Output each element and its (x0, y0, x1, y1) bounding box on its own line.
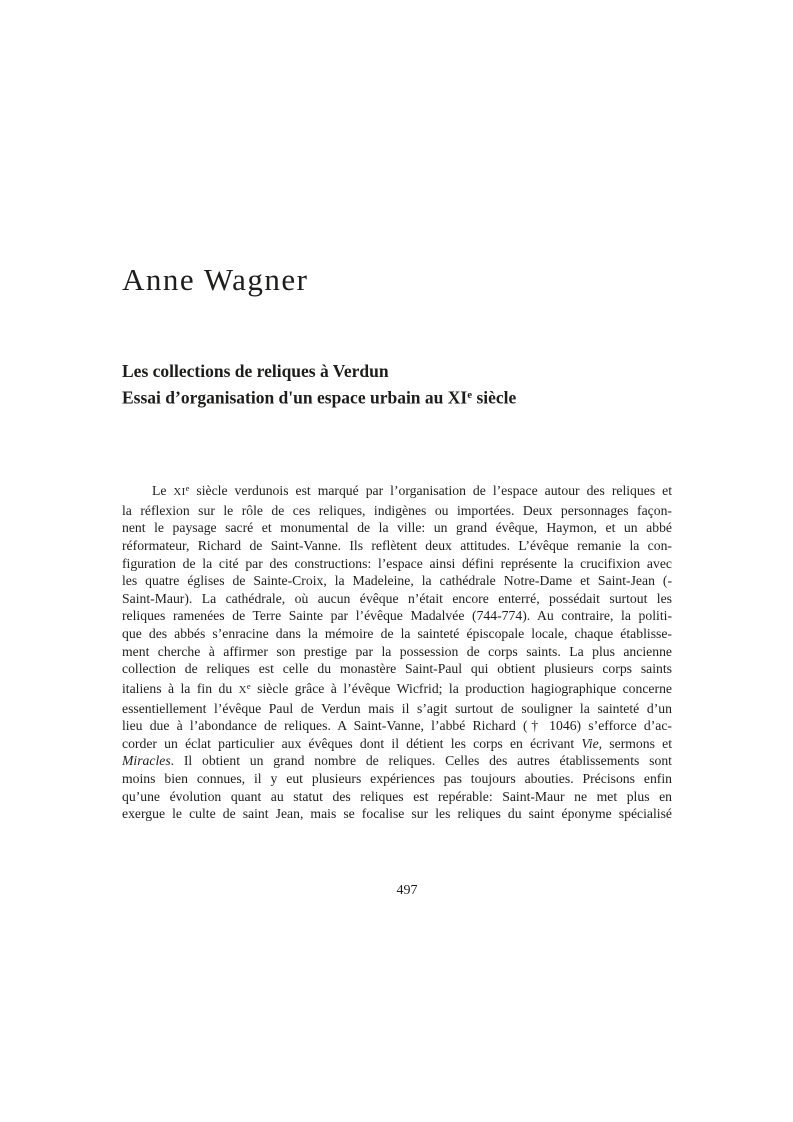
text-segment: siècle verdunois est marqué par l’organisation de l’espace autour des reliques et (189, 483, 672, 499)
text-segment: Le (152, 483, 174, 499)
text-segment: figuration de la cité par des constructions: l’espace ainsi défini représente la crucifixion avec (122, 555, 672, 571)
paragraph-line (122, 717, 672, 735)
text-segment: XI (173, 486, 186, 499)
text-segment: reliques ramenées de Terre Sainte par l’évêque Madalvée (744-774). Au contraire, la politi- (122, 608, 672, 624)
paragraph-line (122, 678, 672, 700)
superscript-text: e (246, 680, 251, 691)
paragraph-line (122, 660, 672, 678)
paragraph-line (122, 572, 672, 590)
author-name: Anne Wagner (122, 262, 309, 297)
paragraph-line (122, 519, 672, 537)
paragraph-line (122, 590, 672, 608)
text-segment: les quatre églises de Sainte-Croix, la Madeleine, la cathédrale Notre-Dame et Saint-Jean (- (122, 573, 672, 589)
page-number: 497 (396, 883, 418, 898)
text-segment: corder un éclat particulier aux évêques dont il détient les corps en écrivant (122, 735, 582, 751)
paragraph-line (122, 625, 672, 643)
text-segment: ment cherche à affirmer son prestige par la possession de corps saints. La plus ancienne (122, 643, 672, 659)
paragraph-line (122, 607, 672, 625)
text-segment: X (238, 684, 247, 696)
text-segment: exergue le culte de saint Jean, mais se focalise sur les reliques du saint éponyme spécialisé (122, 806, 672, 822)
article-title (122, 360, 516, 409)
paragraph-line (122, 788, 672, 806)
article-title-line1: Les collections de reliques à Verdun (122, 361, 389, 381)
paragraph-line (122, 770, 672, 788)
paragraph-line (122, 752, 672, 770)
text-segment: lieu due à l’abondance de reliques. A Saint-Vanne, l’abbé Richard († 1046) s’efforce d’ac- (122, 718, 672, 734)
superscript-text: e (467, 388, 473, 401)
text-segment: moins bien connues, il y eut plusieurs expériences pas toujours abouties. Précisons enfin (122, 770, 672, 786)
text-segment: italiens à la fin du (122, 681, 239, 696)
text-segment: siècle grâce à l’évêque Wicfrid; la production hagiographique concerne (250, 681, 672, 696)
text-segment: collection de reliques est celle du monastère Saint-Paul qui obtient plusieurs corps saints (122, 661, 672, 677)
superscript-text: e (185, 483, 190, 493)
text-segment: Saint-Maur). La cathédrale, où aucun évêque n’était encore enterré, possédait surtout les (122, 590, 672, 606)
text-segment: qu’une évolution quant au statut des reliques est repérable: Saint-Maur ne met plus en (122, 788, 672, 804)
paragraph-line (122, 537, 672, 555)
paragraph-line (122, 643, 672, 661)
text-segment: Vie (581, 735, 599, 751)
paragraph-line (122, 555, 672, 573)
text-segment: siècle (472, 386, 517, 407)
paragraph-line (122, 805, 672, 823)
text-segment: Essai d’organisation d'un espace urbain au XI (122, 386, 468, 407)
article-body (122, 480, 672, 823)
text-segment: réformateur, Richard de Saint-Vanne. Ils reflètent deux attitudes. L’évêque remanie la con- (122, 538, 672, 554)
text-segment: . Il obtient un grand nombre de reliques. Celles des autres établissements sont (170, 753, 672, 769)
text-segment: Miracles (122, 753, 171, 769)
text-segment: nent le paysage sacré et monumental de la ville: un grand évêque, Haymon, et un abbé (122, 520, 672, 536)
paragraph-line (122, 502, 672, 520)
paragraph-line (122, 735, 672, 753)
paragraph-line (122, 700, 672, 718)
text-segment: la réflexion sur le rôle de ces reliques, indigènes ou importées. Deux personnages façon- (122, 502, 672, 518)
text-segment: , sermons et (598, 735, 673, 751)
text-segment: essentiellement l’évêque Paul de Verdun mais il s’agit surtout de souligner la sainteté d’un (122, 700, 672, 716)
paragraph-line (122, 480, 672, 502)
article-title-line2 (122, 384, 516, 410)
text-segment: que des abbés s’enracine dans la mémoire de la sainteté épiscopale locale, chaque établisse- (122, 625, 672, 641)
